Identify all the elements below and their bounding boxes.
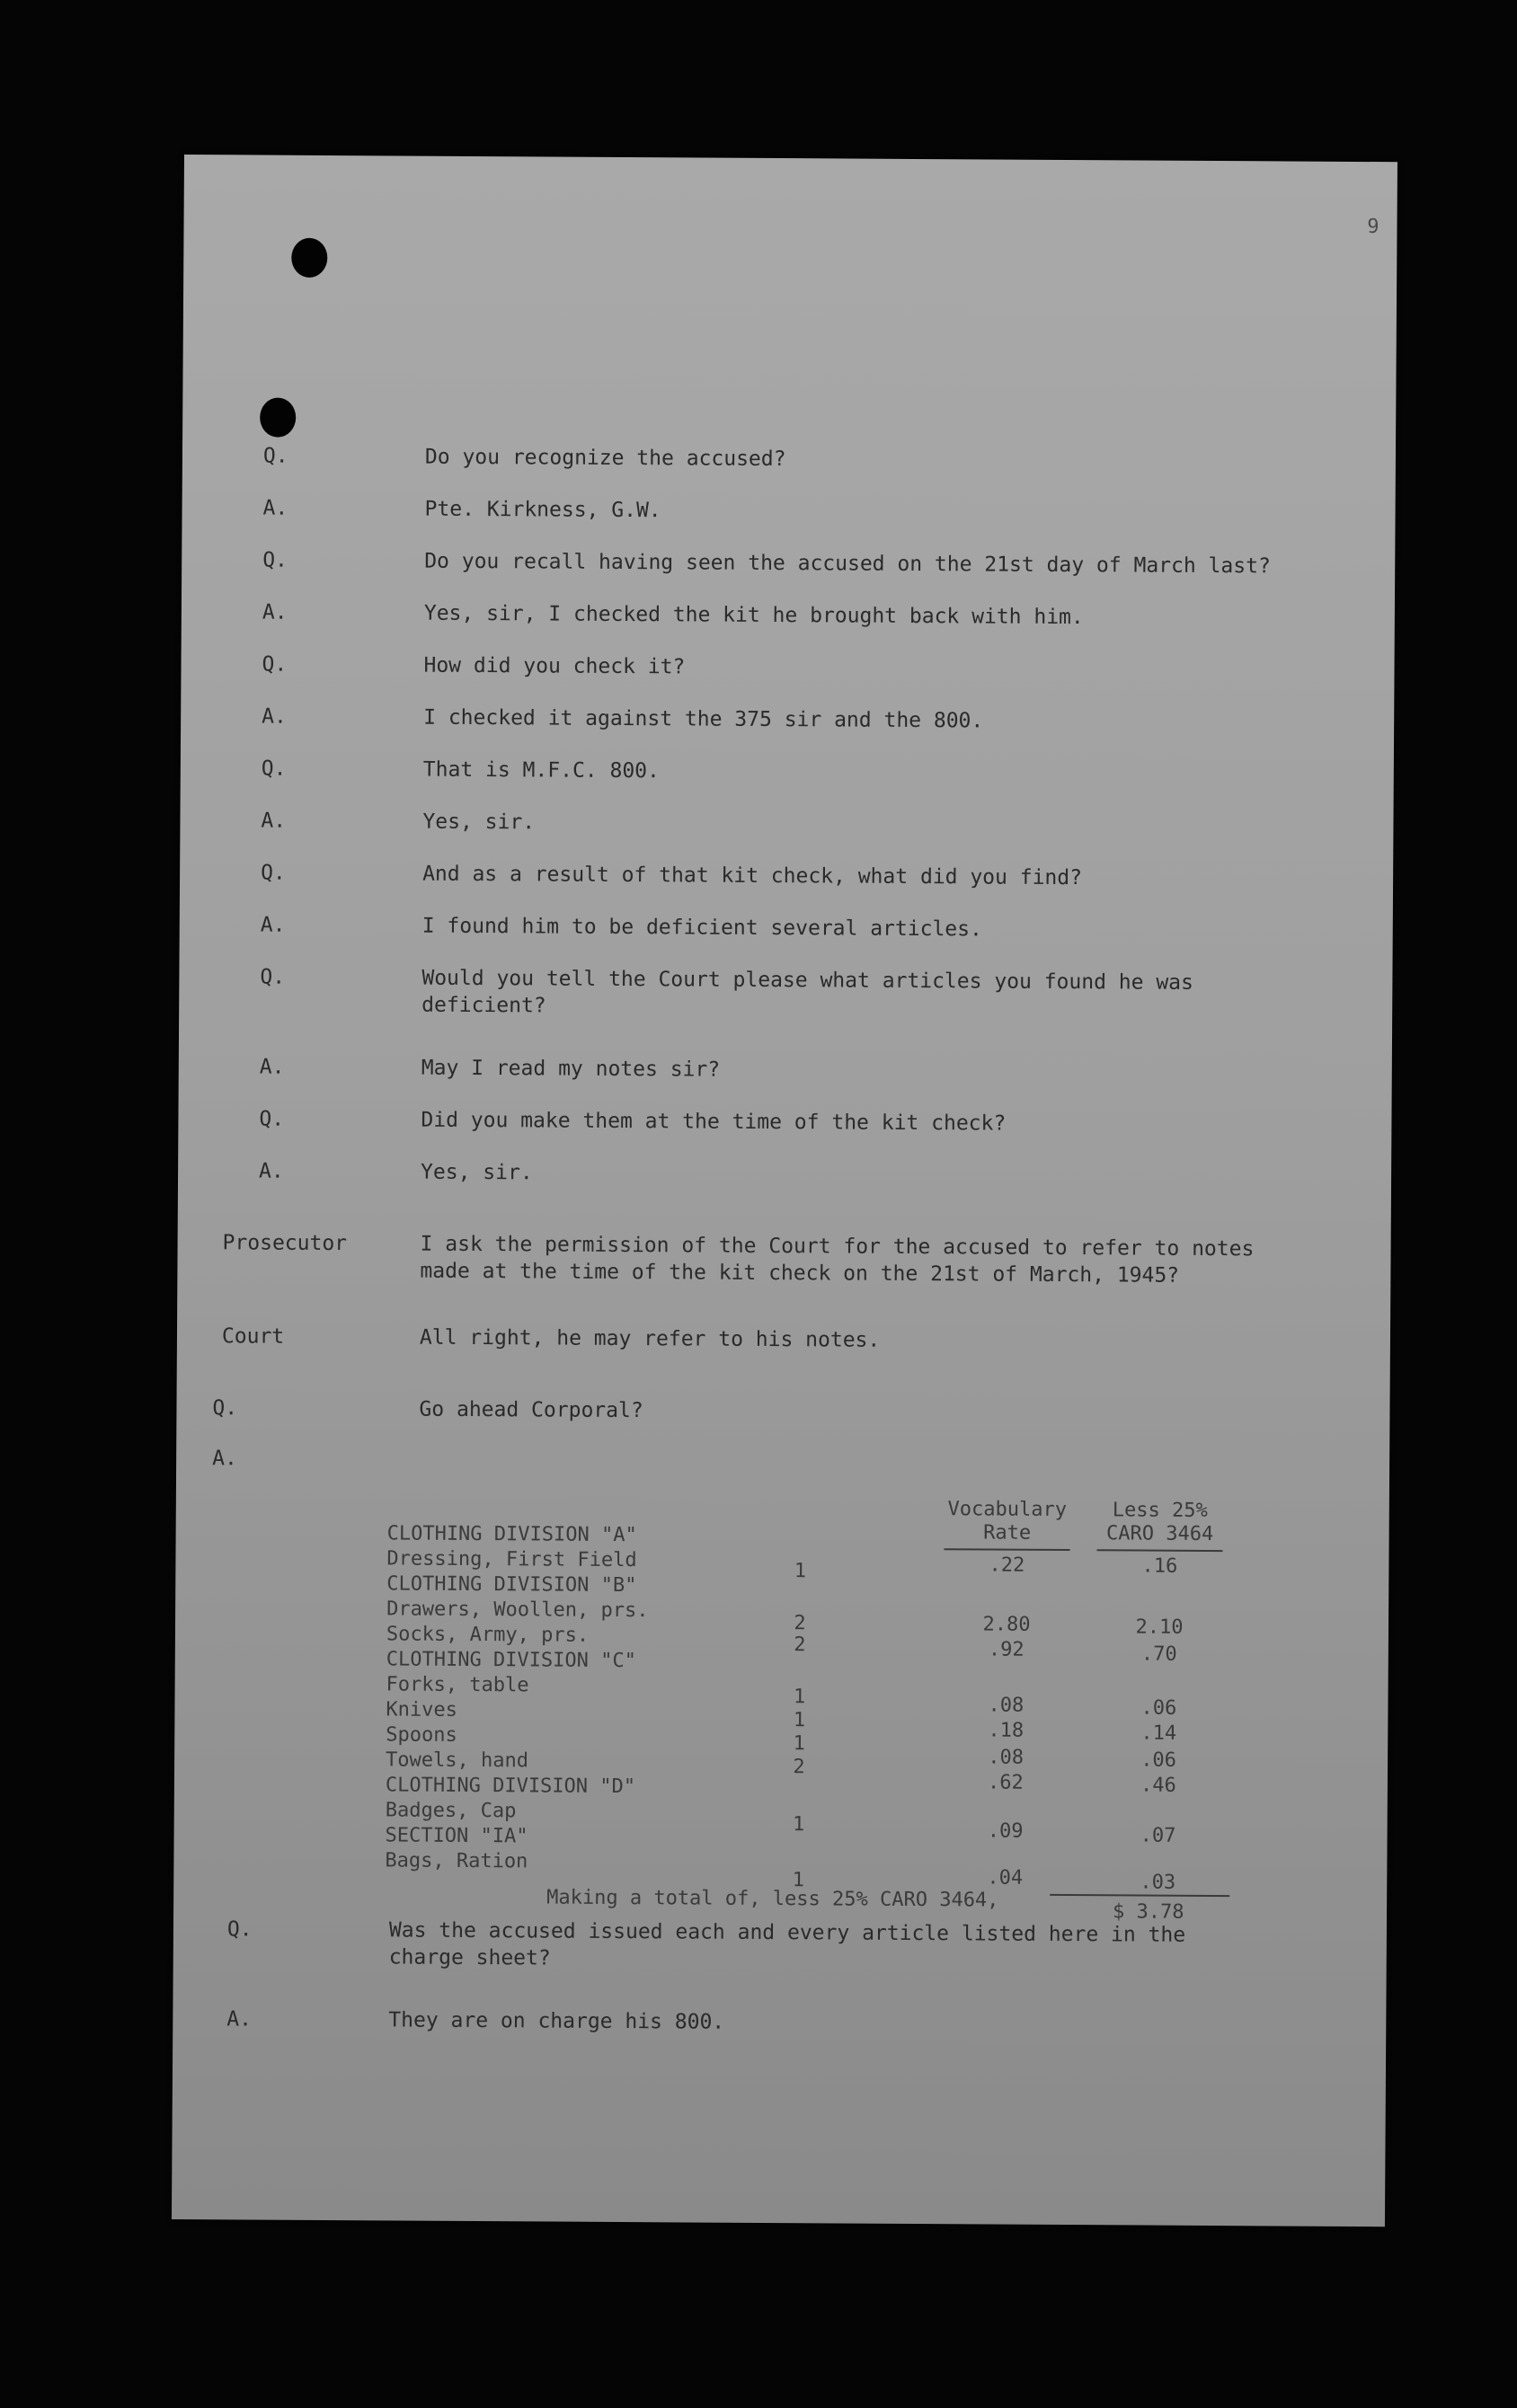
item-label: Bags, Ration bbox=[385, 1849, 528, 1873]
item-qty: 1 bbox=[792, 1869, 804, 1892]
speaker-label: Q. bbox=[212, 1396, 238, 1421]
item-less: .16 bbox=[1141, 1554, 1178, 1578]
exchange-row bbox=[181, 703, 1394, 733]
exchange-text: Pte. Kirkness, G.W. bbox=[424, 497, 661, 523]
total-rule bbox=[1050, 1894, 1229, 1897]
item-rate: .08 bbox=[988, 1694, 1025, 1717]
exchange-text bbox=[419, 1447, 1317, 1452]
exchange-row bbox=[180, 911, 1393, 942]
speaker-label: A. bbox=[262, 496, 288, 520]
speaker-label: Prosecutor bbox=[222, 1231, 348, 1256]
exchange-text: May I read my notes sir? bbox=[421, 1056, 721, 1082]
item-less: .06 bbox=[1140, 1748, 1177, 1772]
item-qty: 1 bbox=[793, 1709, 806, 1732]
exchange-row bbox=[182, 598, 1395, 630]
table-row bbox=[386, 1597, 649, 1624]
exchange-text: And as a result of that kit check, what did you find? bbox=[422, 862, 1083, 890]
exchange-row bbox=[181, 755, 1394, 783]
exchange-text: How did you check it? bbox=[423, 653, 686, 679]
total-label: Making a total of, less 25% CARO 3464, bbox=[546, 1886, 999, 1912]
exchange-row bbox=[178, 1157, 1391, 1185]
table-row bbox=[386, 1546, 636, 1573]
document-page bbox=[172, 155, 1397, 2227]
exchange-row bbox=[181, 807, 1394, 835]
item-rate: .09 bbox=[987, 1819, 1024, 1843]
header-underline bbox=[945, 1548, 1070, 1551]
table-row bbox=[387, 1521, 637, 1548]
exchange-text: Yes, sir. bbox=[421, 1160, 533, 1185]
speaker-label: Q. bbox=[226, 1917, 253, 1942]
punch-hole-top bbox=[291, 238, 327, 278]
exchange-text: Do you recall having seen the accused on the 21st day of March last? bbox=[424, 549, 1271, 579]
item-less: .03 bbox=[1140, 1871, 1176, 1894]
speaker-label: Court bbox=[221, 1324, 285, 1349]
item-rate: .22 bbox=[989, 1554, 1025, 1577]
exchange-row bbox=[182, 651, 1395, 679]
item-qty: 2 bbox=[794, 1612, 806, 1635]
item-label: Dressing, First Field bbox=[386, 1547, 637, 1572]
item-label: CLOTHING DIVISION "B" bbox=[386, 1572, 637, 1598]
exchange-text: Did you make them at the time of the kit check? bbox=[421, 1108, 1007, 1136]
deficiency-table bbox=[385, 1494, 1286, 1924]
table-row bbox=[386, 1672, 529, 1698]
speaker-label: Q. bbox=[259, 1107, 285, 1131]
item-less: .46 bbox=[1140, 1774, 1176, 1797]
table-row bbox=[386, 1697, 457, 1722]
item-rate: 2.80 bbox=[982, 1613, 1031, 1636]
item-qty: 1 bbox=[793, 1732, 805, 1756]
table-row bbox=[385, 1848, 528, 1874]
exchange-row bbox=[180, 963, 1393, 1018]
item-rate: .92 bbox=[988, 1638, 1025, 1661]
exchange-row bbox=[182, 546, 1395, 579]
table-row bbox=[386, 1647, 636, 1674]
item-qty: 2 bbox=[793, 1756, 805, 1779]
exchange-row bbox=[173, 2005, 1386, 2034]
exchange-text: All right, he may refer to his notes. bbox=[419, 1325, 881, 1352]
table-row bbox=[386, 1722, 457, 1748]
item-label: SECTION "IA" bbox=[385, 1824, 528, 1848]
item-label: Towels, hand bbox=[386, 1748, 529, 1773]
item-less: .70 bbox=[1140, 1642, 1177, 1666]
speaker-label: A. bbox=[259, 1055, 285, 1079]
exchange-text: Go ahead Corporal? bbox=[419, 1397, 643, 1423]
exchange-row bbox=[182, 442, 1396, 472]
speaker-label: Q. bbox=[261, 861, 286, 885]
speaker-label: A. bbox=[261, 809, 287, 833]
item-label: CLOTHING DIVISION "A" bbox=[386, 1522, 637, 1547]
speaker-label: Q. bbox=[262, 548, 288, 572]
item-qty: 1 bbox=[792, 1813, 805, 1837]
item-rate: .04 bbox=[987, 1866, 1024, 1890]
exchange-text: I ask the permission of the Court for the accused to refer to notes made at the time of the kit check on the 21st of March, 1945? bbox=[420, 1232, 1255, 1288]
table-row bbox=[386, 1622, 589, 1648]
item-less: .06 bbox=[1140, 1696, 1177, 1720]
exchange-row bbox=[180, 859, 1393, 890]
table-row bbox=[386, 1571, 636, 1598]
exchange-row bbox=[173, 1916, 1387, 1970]
speaker-label: A. bbox=[212, 1447, 237, 1471]
speaker-label: Q. bbox=[262, 444, 288, 468]
exchange-text: Was the accused issued each and every article listed here in the charge sheet? bbox=[388, 1918, 1186, 1970]
exchange-row bbox=[178, 1229, 1391, 1288]
item-label: CLOTHING DIVISION "D" bbox=[385, 1774, 636, 1799]
exchange-text: I found him to be deficient several articles. bbox=[421, 914, 982, 942]
column-header-less: Less 25% CARO 3464 bbox=[1105, 1499, 1214, 1546]
item-less: .07 bbox=[1140, 1824, 1176, 1847]
page-number: 9 bbox=[1367, 216, 1379, 239]
exchange-text: Yes, sir, I checked the kit he brought back with him. bbox=[423, 601, 1084, 630]
speaker-label: A. bbox=[262, 704, 287, 729]
item-label: Drawers, Woollen, prs. bbox=[386, 1598, 649, 1623]
speaker-label: Q. bbox=[260, 965, 286, 989]
exchange-text: That is M.F.C. 800. bbox=[422, 757, 661, 783]
exchange-text: I checked it against the 375 sir and the 800. bbox=[423, 705, 984, 733]
item-label: Badges, Cap bbox=[385, 1799, 517, 1823]
item-rate: .18 bbox=[988, 1719, 1025, 1742]
item-label: CLOTHING DIVISION "C" bbox=[386, 1648, 637, 1673]
item-qty: 1 bbox=[793, 1686, 806, 1709]
item-less: .14 bbox=[1140, 1722, 1177, 1745]
item-label: Spoons bbox=[386, 1723, 457, 1747]
exchange-text: Do you recognize the accused? bbox=[424, 445, 786, 472]
speaker-label: A. bbox=[259, 1159, 284, 1183]
speaker-label: A. bbox=[226, 2007, 253, 2032]
exchange-row bbox=[179, 1053, 1392, 1082]
speaker-label: Q. bbox=[262, 652, 288, 677]
item-qty: 2 bbox=[794, 1633, 806, 1657]
exchange-text: They are on charge his 800. bbox=[388, 2008, 725, 2034]
speaker-label: A. bbox=[260, 913, 286, 937]
exchange-row bbox=[177, 1394, 1390, 1423]
item-label: Socks, Army, prs. bbox=[386, 1623, 590, 1647]
total-value: $ 3.78 bbox=[1112, 1900, 1184, 1924]
item-less: 2.10 bbox=[1135, 1616, 1184, 1639]
speaker-label: A. bbox=[262, 600, 288, 624]
exchange-row bbox=[179, 1105, 1392, 1136]
column-header-rate: Vocabulary Rate bbox=[947, 1498, 1068, 1545]
exchange-row bbox=[177, 1323, 1390, 1352]
exchange-row bbox=[176, 1445, 1389, 1471]
item-rate: .08 bbox=[988, 1746, 1025, 1769]
punch-hole-bottom bbox=[260, 398, 296, 438]
table-row bbox=[385, 1823, 528, 1849]
item-rate: .62 bbox=[987, 1771, 1024, 1794]
exchange-text: Would you tell the Court please what articles you found he was deficient? bbox=[421, 966, 1194, 1018]
table-row bbox=[386, 1748, 528, 1774]
exchange-text: Yes, sir. bbox=[422, 810, 536, 835]
table-row bbox=[386, 1773, 635, 1800]
item-label: Forks, table bbox=[386, 1673, 529, 1697]
item-qty: 1 bbox=[794, 1560, 807, 1583]
exchange-row bbox=[182, 494, 1396, 523]
header-underline bbox=[1097, 1549, 1223, 1552]
item-label: Knives bbox=[386, 1698, 457, 1722]
table-row bbox=[386, 1798, 517, 1824]
speaker-label: Q. bbox=[261, 757, 287, 781]
